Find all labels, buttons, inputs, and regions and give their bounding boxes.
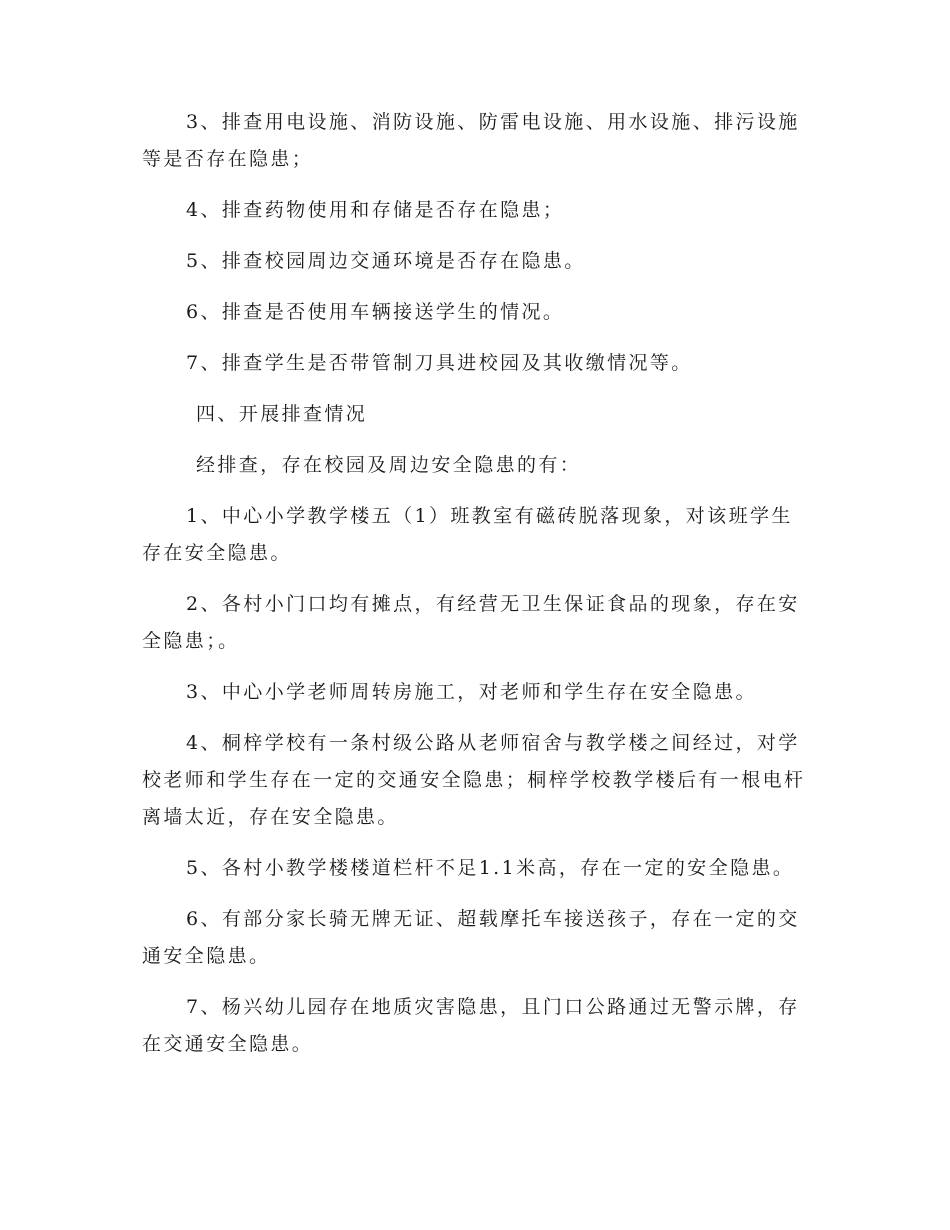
paragraph-finding-5: 5、各村小教学楼楼道栏杆不足1.1米高，存在一定的安全隐患。 [186,857,795,879]
paragraph-finding-1: 1、中心小学教学楼五（1）班教室有磁砖脱落现象，对该班学生存在安全隐患。 [142,505,793,564]
section-heading: 四、开展排查情况 [196,403,368,425]
paragraph-finding-3: 3、中心小学老师周转房施工，对老师和学生存在安全隐患。 [186,681,757,703]
paragraph-finding-6: 6、有部分家长骑无牌无证、超载摩托车接送孩子，存在一定的交通安全隐患。 [142,908,800,967]
section-lead: 经排查，存在校园及周边安全隐患的有： [196,454,582,476]
paragraph-finding-4: 4、桐梓学校有一条村级公路从老师宿舍与教学楼之间经过，对学校老师和学生存在一定的交通安全隐患；桐梓学校教学楼后有一根电杆离墙太近，存在安全隐患。 [142,732,806,828]
paragraph-finding-2: 2、各村小门口均有摊点，有经营无卫生保证食品的现象，存在安全隐患；。 [142,593,800,652]
paragraph-check-6: 6、排查是否使用车辆接送学生的情况。 [186,301,565,323]
document-page [142,104,806,1077]
paragraph-finding-7: 7、杨兴幼儿园存在地质灾害隐患，且门口公路通过无警示牌，存在交通安全隐患。 [142,996,800,1055]
paragraph-check-3: 3、排查用电设施、消防设施、防雷电设施、用水设施、排污设施等是否存在隐患； [142,111,800,170]
paragraph-check-4: 4、排查药物使用和存储是否存在隐患； [186,199,565,221]
paragraph-check-7: 7、排查学生是否带管制刀具进校园及其收缴情况等。 [186,352,693,374]
paragraph-check-5: 5、排查校园周边交通环境是否存在隐患。 [186,250,586,272]
